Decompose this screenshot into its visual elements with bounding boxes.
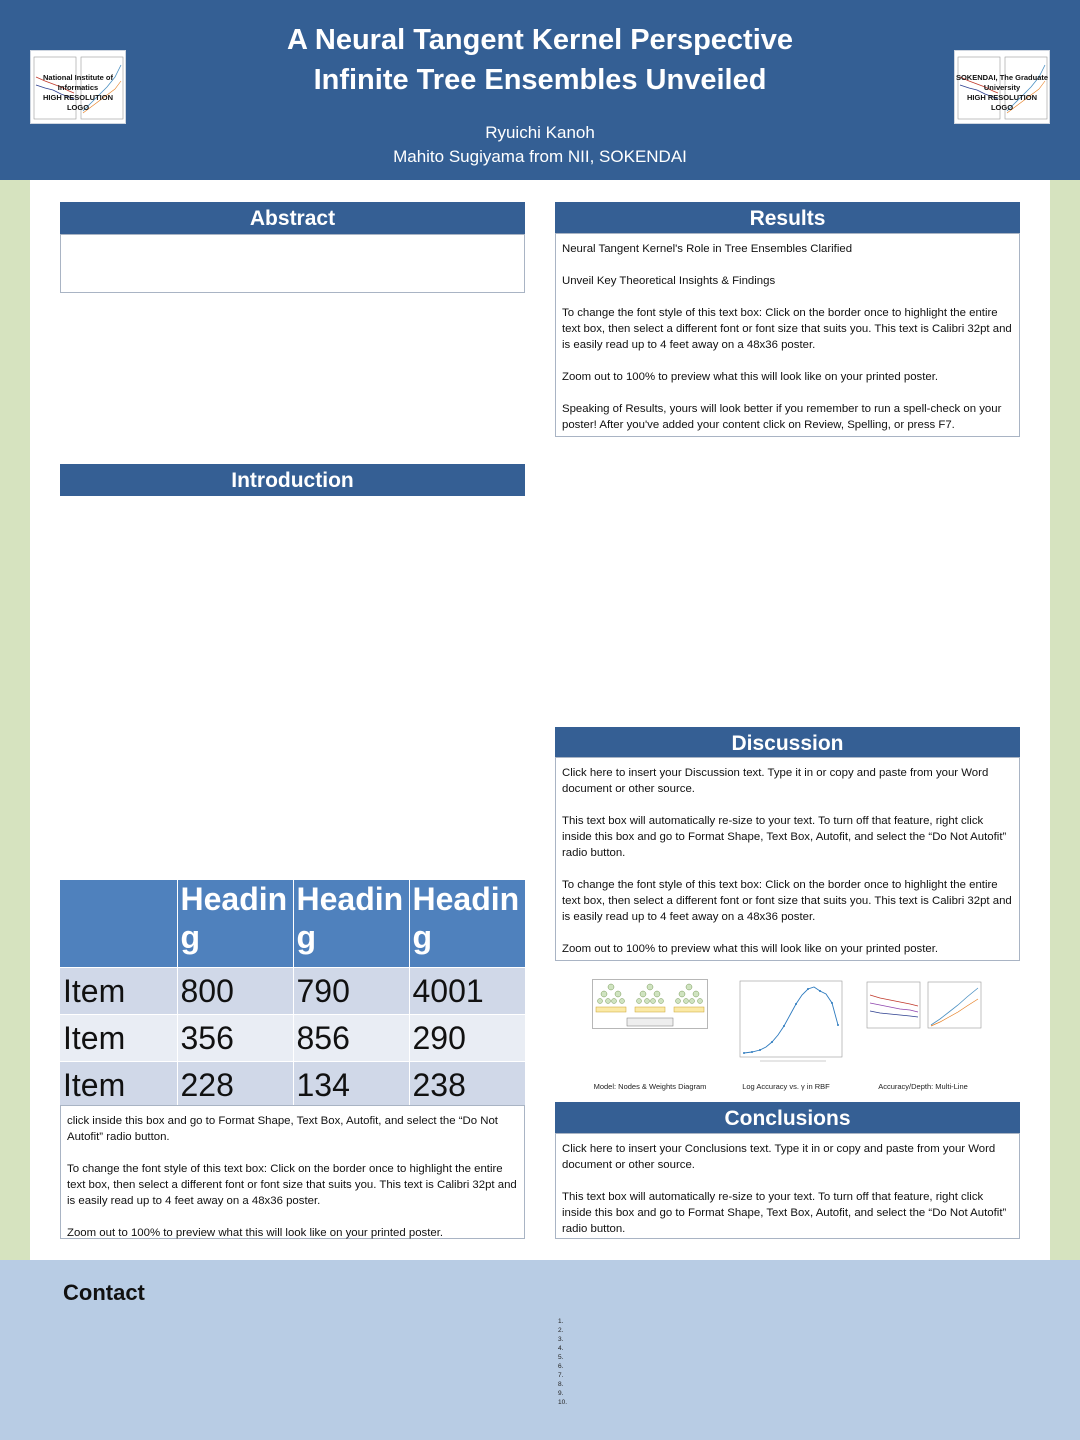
table-cell: 856 [293, 1014, 409, 1061]
reference-item: 2. [558, 1327, 564, 1334]
nodes-weights-diagram [592, 979, 708, 1029]
table-header-cell: Heading [293, 880, 409, 967]
results-paragraph: Speaking of Results, yours will look better if you remember to run a spell-check on your poster! After you've added your content click on Review, Spelling, or press F7. [562, 403, 1002, 431]
conclusions-textbox[interactable] [555, 1133, 1020, 1239]
table-header-row [60, 880, 525, 967]
discussion-heading: Discussion [555, 727, 1020, 759]
logo-right-line-2: University [983, 83, 1021, 92]
conclusions-paragraph: This text box will automatically re-size to your text. To turn off that feature, right click inside this box and go to Format Shape, Text Box, Autofit, and select the “Do Not Autofit” radio button. [562, 1191, 1007, 1235]
left-paragraph: click inside this box and go to Format Shape, Text Box, Autofit, and select the “Do Not Autofit” radio button. [67, 1115, 498, 1143]
discussion-paragraph: Click here to insert your Discussion text. Type it in or copy and paste from your Word document or other source. [562, 767, 989, 795]
logo-right-line-3: HIGH RESOLUTION LOGO [966, 93, 1037, 112]
introduction-heading: Introduction [60, 464, 525, 496]
table-cell: 134 [293, 1061, 409, 1108]
reference-item: 4. [558, 1345, 564, 1352]
abstract-textbox[interactable] [60, 234, 525, 293]
discussion-textbox[interactable] [555, 757, 1020, 961]
sokendai-logo [954, 50, 1050, 124]
results-paragraph: Zoom out to 100% to preview what this will look like on your printed poster. [562, 371, 939, 383]
reference-item: 1. [558, 1318, 564, 1325]
poster-authors [160, 121, 920, 169]
reference-list [558, 1317, 567, 1407]
table-row [60, 967, 525, 1014]
log-accuracy-chart [730, 979, 844, 1071]
table-header-cell [60, 880, 177, 967]
logo-left-line-2: Informatics [57, 83, 99, 92]
conclusions-paragraph: Click here to insert your Conclusions text. Type it in or copy and paste from your Word document or other source. [562, 1143, 996, 1171]
table-cell: 356 [177, 1014, 293, 1061]
table-row [60, 1014, 525, 1061]
conclusions-heading: Conclusions [555, 1102, 1020, 1134]
left-paragraph: Zoom out to 100% to preview what this will look like on your printed poster. [67, 1227, 444, 1239]
poster-header [0, 0, 1080, 180]
figure-caption: Model: Nodes & Weights Diagram [593, 1082, 707, 1091]
logo-left-line-1: National Institute of [43, 73, 113, 82]
logo-left-line-3: HIGH RESOLUTION LOGO [42, 93, 113, 112]
table-cell: 228 [177, 1061, 293, 1108]
results-paragraph: Unveil Key Theoretical Insights & Findings [562, 275, 776, 287]
reference-item: 5. [558, 1354, 564, 1361]
results-heading: Results [555, 202, 1020, 234]
accuracy-depth-chart [866, 979, 983, 1031]
author-affiliation: Mahito Sugiyama from NII, SOKENDAI [393, 147, 687, 166]
abstract-heading: Abstract [60, 202, 525, 234]
table-cell: Item [60, 1061, 177, 1108]
table-header-cell: Heading [177, 880, 293, 967]
logo-right-line-1: SOKENDAI, The Graduate [955, 73, 1049, 82]
discussion-paragraph: Zoom out to 100% to preview what this will look like on your printed poster. [562, 943, 939, 955]
results-paragraph: Neural Tangent Kernel's Role in Tree Ensembles Clarified [562, 243, 853, 255]
title-line-1: A Neural Tangent Kernel Perspective [286, 24, 794, 56]
table-cell: 800 [177, 967, 293, 1014]
table-cell: 790 [293, 967, 409, 1014]
table-cell: 238 [409, 1061, 525, 1108]
figure-caption: Log Accuracy vs. γ in RBF [742, 1082, 830, 1091]
table-row [60, 1061, 525, 1108]
title-line-2: Infinite Tree Ensembles Unveiled [313, 64, 767, 96]
table-cell: 290 [409, 1014, 525, 1061]
reference-item: 6. [558, 1363, 564, 1370]
data-table[interactable] [60, 880, 526, 1108]
left-textbox[interactable] [60, 1105, 525, 1239]
discussion-paragraph: This text box will automatically re-size to your text. To turn off that feature, right click inside this box and go to Format Shape, Text Box, Autofit, and select the “Do Not Autofit” radio button. [562, 815, 1007, 859]
author-name: Ryuichi Kanoh [485, 123, 595, 142]
table-cell: 4001 [409, 967, 525, 1014]
discussion-paragraph: To change the font style of this text box: Click on the border once to highlight the entire text box, then select a different font or font size that suits you. This text is Calibri 32pt and is easily read up to 4 feet away on a 48x36 poster. [562, 879, 1012, 923]
poster-title [160, 20, 920, 100]
table-cell: Item [60, 1014, 177, 1061]
contact-heading: Contact [63, 1280, 145, 1305]
poster-footer [0, 1260, 1080, 1440]
results-textbox[interactable] [555, 233, 1020, 437]
nii-logo [30, 50, 126, 124]
reference-item: 3. [558, 1336, 564, 1343]
table-header-cell: Heading [409, 880, 525, 967]
reference-item: 7. [558, 1372, 564, 1379]
left-paragraph: To change the font style of this text box: Click on the border once to highlight the entire text box, then select a different font or font size that suits you. This text is Calibri 32pt and is easily read up to 4 feet away on a 48x36 poster. [67, 1163, 517, 1207]
reference-item: 10. [558, 1399, 568, 1406]
figure-caption: Accuracy/Depth: Multi-Line [878, 1082, 968, 1091]
reference-item: 9. [558, 1390, 564, 1397]
results-paragraph: To change the font style of this text box: Click on the border once to highlight the entire text box, then select a different font or font size that suits you. This text is Calibri 32pt and is easily read up to 4 feet away on a 48x36 poster. [562, 307, 1012, 351]
reference-item: 8. [558, 1381, 564, 1388]
table-cell: Item [60, 967, 177, 1014]
